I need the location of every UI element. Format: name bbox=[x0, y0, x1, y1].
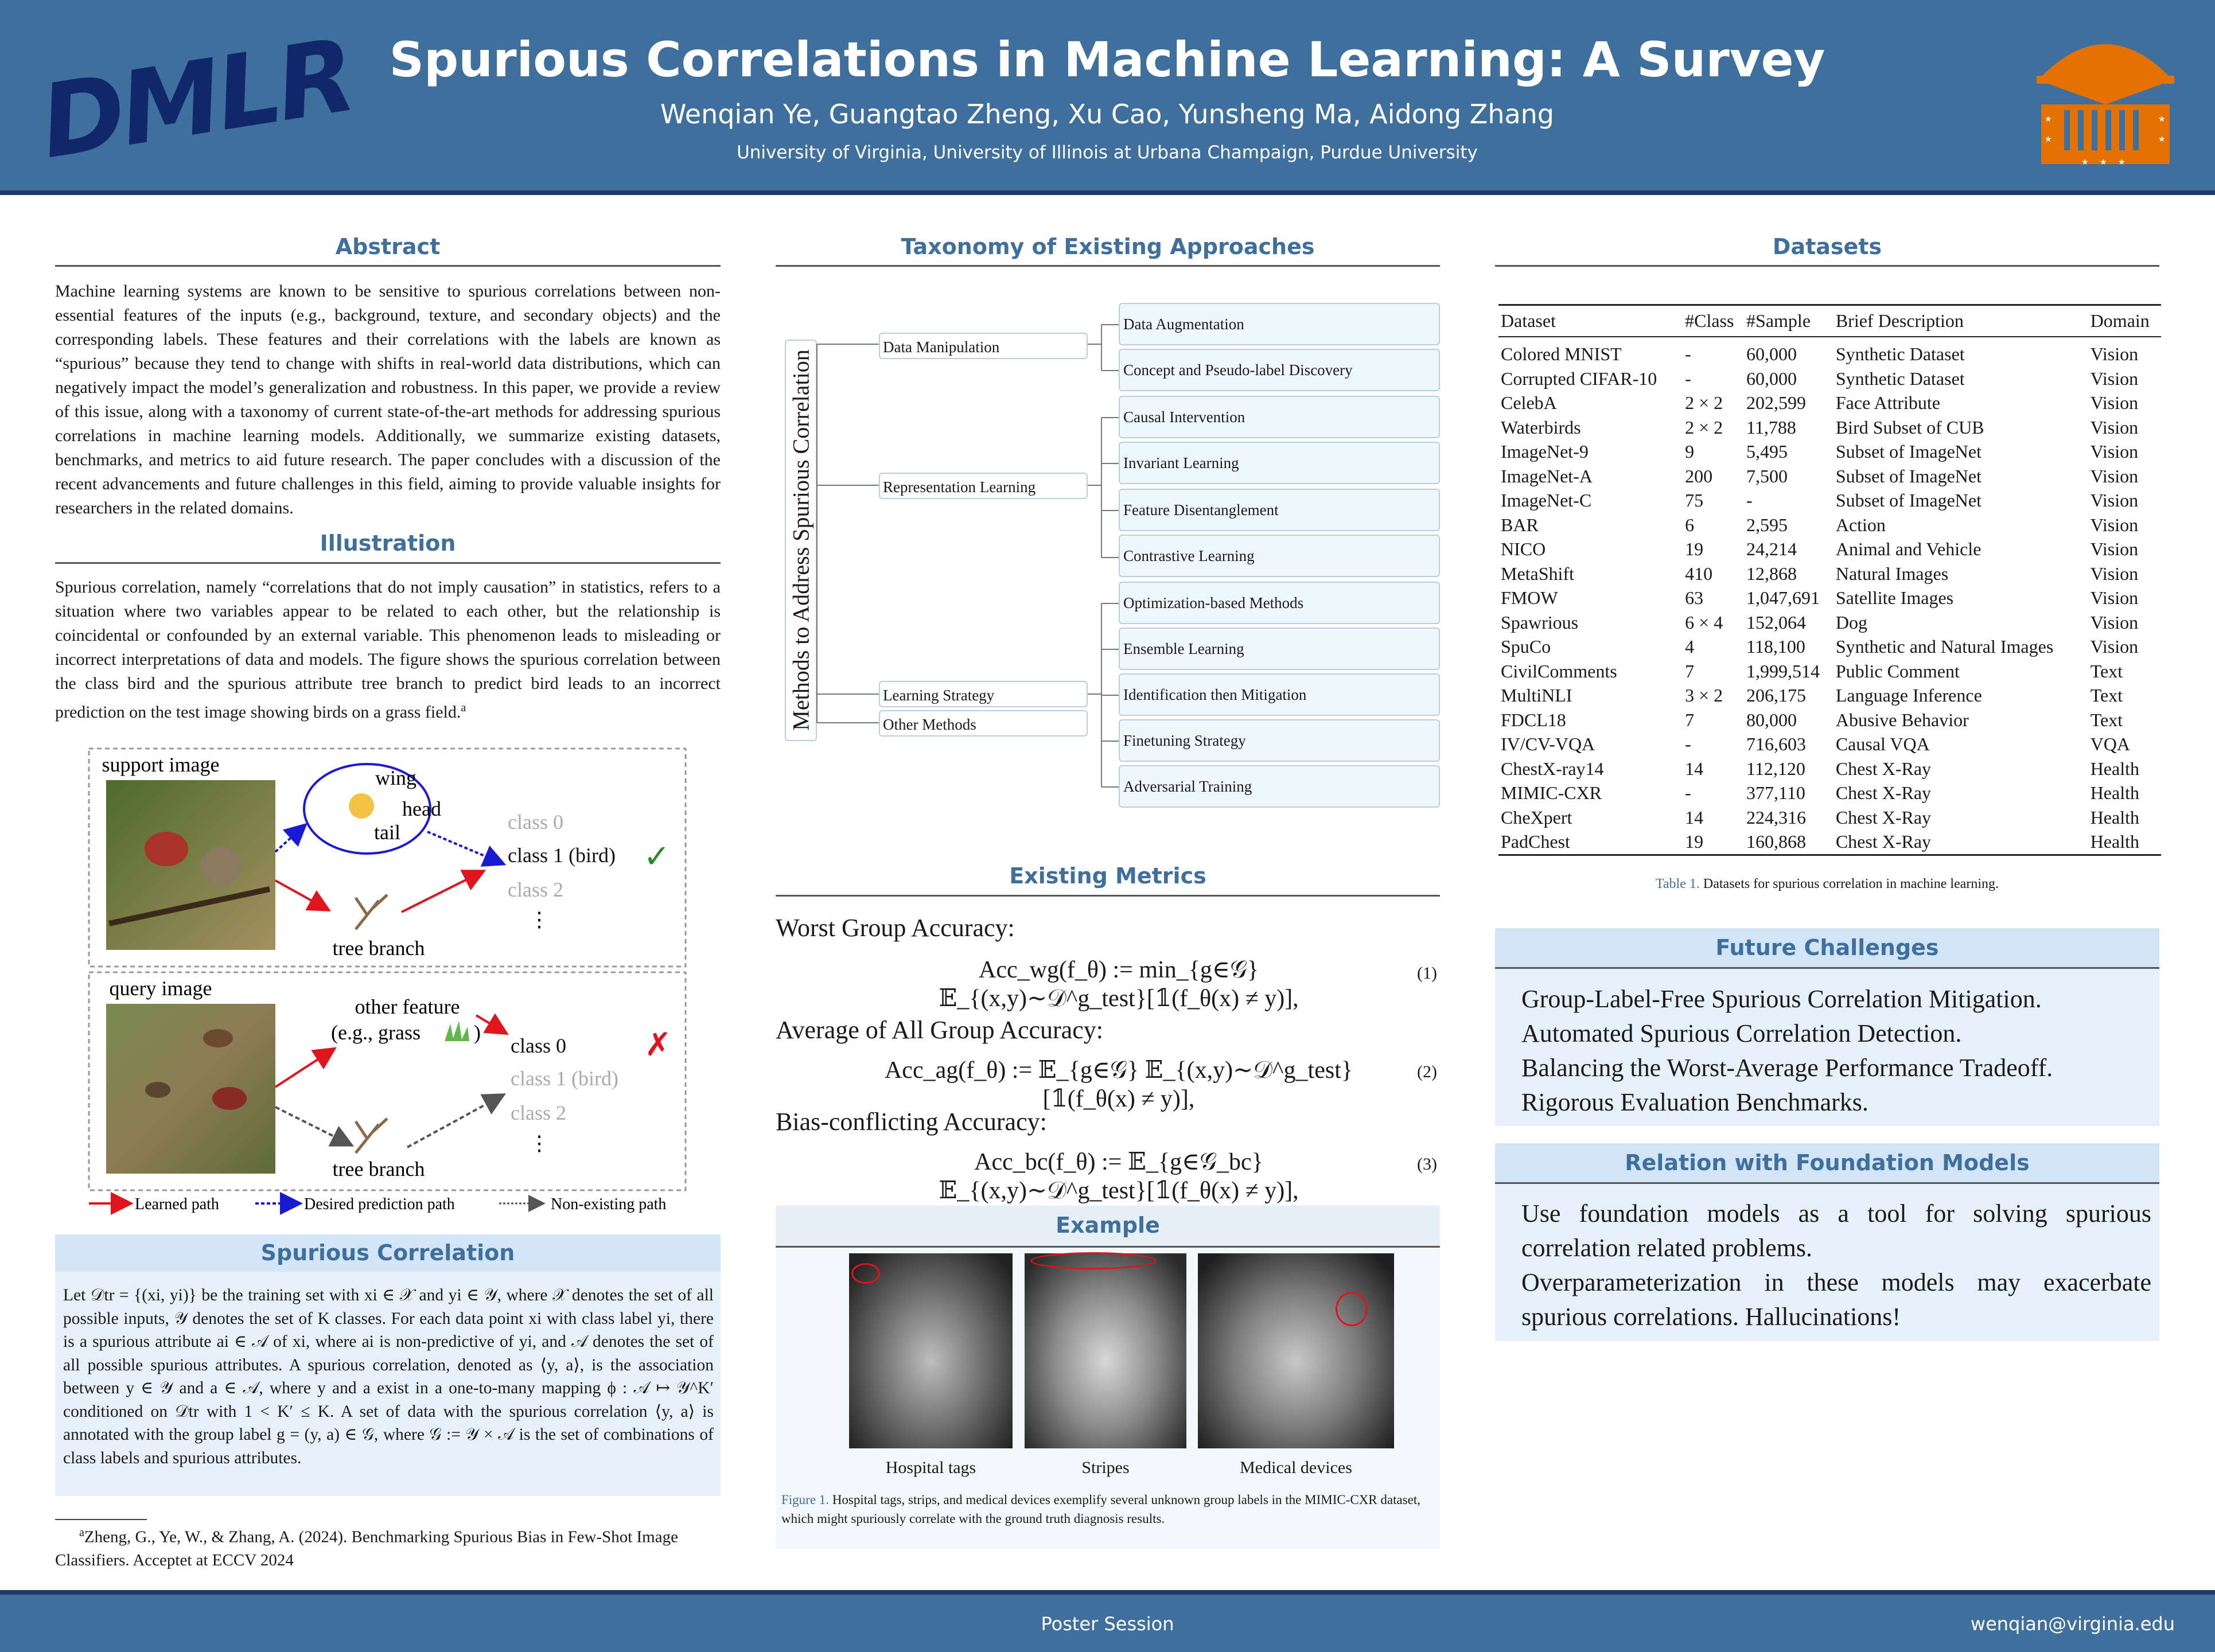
table-cell: Subset of ImageNet bbox=[1835, 441, 1982, 462]
table-cell: CheXpert bbox=[1501, 806, 1572, 828]
metric-bc-name: Bias-conflicting Accuracy: bbox=[776, 1108, 1047, 1136]
table-cell: Face Attribute bbox=[1835, 392, 1940, 413]
table-cell: 75 bbox=[1685, 490, 1704, 511]
support-photo bbox=[106, 780, 275, 950]
table-cell: 7 bbox=[1685, 660, 1695, 681]
table-row bbox=[1498, 337, 2161, 367]
table-cell: Action bbox=[1835, 514, 1886, 535]
table-cell: 19 bbox=[1683, 829, 1744, 855]
learned-arrow-2 bbox=[402, 872, 482, 912]
table-cell: Vision bbox=[2090, 514, 2139, 535]
table-cell: - bbox=[1685, 368, 1691, 389]
table-row bbox=[1498, 634, 2161, 659]
xray-stripe-circle bbox=[1030, 1252, 1157, 1269]
table-row bbox=[1498, 757, 2161, 781]
tax-item-finetuning-strategy: Finetuning Strategy bbox=[1119, 719, 1440, 762]
xray-device-circle bbox=[1336, 1292, 1368, 1326]
table-cell: - bbox=[1746, 490, 1753, 511]
tax-item-contrastive-learning: Contrastive Learning bbox=[1119, 535, 1440, 577]
table-cell: Dog bbox=[1835, 611, 1867, 633]
example-caption: Figure 1. Hospital tags, strips, and medical devices exemplify several unknown group labels in the MIMIC-CXR dataset, which might spuriously correlate with the ground truth diagnosis results. bbox=[781, 1493, 1421, 1526]
check-icon: ✓ bbox=[643, 838, 671, 875]
foundation-item: Overparameterization in these models may exacerbate spurious correlations. Hallucinations! bbox=[1521, 1268, 2151, 1331]
future-item: Balancing the Worst-Average Performance Tradeoff. bbox=[1521, 1054, 2053, 1082]
nonexisting-arrow-2 bbox=[407, 1096, 502, 1147]
table-cell: 6 bbox=[1685, 514, 1695, 535]
table-cell: Public Comment bbox=[1835, 660, 1960, 681]
taxonomy-heading: Taxonomy of Existing Approaches bbox=[901, 234, 1315, 259]
future-heading: Future Challenges bbox=[1715, 935, 1939, 960]
table-cell: Health bbox=[2090, 782, 2139, 803]
legend-learned: Learned path bbox=[135, 1195, 219, 1213]
table-cell: IV/CV-VQA bbox=[1501, 734, 1595, 754]
table-cell: 200 bbox=[1685, 465, 1713, 486]
table-cell: CivilComments bbox=[1501, 660, 1617, 681]
table-cell: MIMIC-CXR bbox=[1501, 782, 1602, 803]
table-cell: Synthetic Dataset bbox=[1835, 368, 1965, 389]
datasets-caption-label: Table 1. bbox=[1655, 876, 1700, 891]
table-row bbox=[1498, 805, 2161, 830]
query-bird-2 bbox=[212, 1087, 247, 1110]
red-bird-shape bbox=[145, 832, 188, 866]
table-cell: Vision bbox=[2090, 392, 2139, 413]
grass-note-label: (e.g., grass bbox=[331, 1021, 421, 1044]
col-description: Brief Description bbox=[1833, 305, 2088, 337]
query-class0-label: class 0 bbox=[511, 1034, 566, 1057]
table-cell: Colored MNIST bbox=[1501, 344, 1622, 364]
footer-email: wenqian@virginia.edu bbox=[1970, 1613, 2175, 1635]
metric-bc-equation: Acc_bc(f_θ) := 𝔼_{g∈𝒢_bc} 𝔼_{(x,y)∼𝒟^g_test}[𝟙(f_θ(x) ≠ y)], bbox=[939, 1149, 1299, 1204]
table-cell: 206,175 bbox=[1746, 685, 1807, 706]
example-rule bbox=[776, 1246, 1440, 1248]
table-row bbox=[1498, 781, 2161, 805]
table-cell: 224,316 bbox=[1746, 806, 1807, 828]
metrics-heading: Existing Metrics bbox=[1009, 863, 1206, 889]
query-bird-1 bbox=[203, 1029, 233, 1047]
table-cell: - bbox=[1685, 734, 1691, 754]
table-cell: 716,603 bbox=[1746, 734, 1807, 754]
table-cell: 14 bbox=[1685, 758, 1704, 779]
xray-stripes bbox=[1025, 1253, 1186, 1448]
query-bird-3 bbox=[145, 1082, 170, 1098]
metric-ag-number: (2) bbox=[1417, 1062, 1437, 1081]
table-cell: ImageNet-A bbox=[1501, 465, 1593, 486]
dmlr-logo: DMLR bbox=[33, 16, 360, 182]
table-row bbox=[1498, 537, 2161, 562]
taxonomy-rule bbox=[776, 265, 1440, 267]
spurious-heading: Spurious Correlation bbox=[260, 1240, 515, 1265]
footnote-marker: a bbox=[461, 702, 466, 714]
table-cell: Vision bbox=[2090, 539, 2139, 559]
affiliations: University of Virginia, University of Illinois at Urbana Champaign, Purdue University bbox=[737, 142, 1478, 163]
table-cell: Chest X-Ray bbox=[1835, 806, 1932, 828]
abstract-text: Machine learning systems are known to be sensitive to spurious correlations between non-essential features of the inputs (e.g., background, texture, and secondary objects) and the corresponding labels. These features and their correlations with the labels are known as “spurious” because they tend to change with shifts in real-world data distributions, which can negatively impact the model’s generalization and robustness. In this paper, we provide a review of this issue, along with a taxonomy of current state-of-the-art methods for addressing spurious correlations in machine learning models. Additionally, we summarize existing datasets, benchmarks, and metrics to aid future research. The paper concludes with a discussion of the recent advancements and future challenges in this field, aiming to provide valuable insights for researchers in the related domains. bbox=[55, 282, 721, 517]
future-list bbox=[1521, 982, 2147, 1120]
grass-note-close: ) bbox=[474, 1021, 481, 1044]
metric-wg-equation: Acc_wg(f_θ) := min_{g∈𝒢} 𝔼_{(x,y)∼𝒟^g_test}[𝟙(f_θ(x) ≠ y)], bbox=[939, 957, 1299, 1012]
foundation-rule bbox=[1495, 1182, 2159, 1184]
table-row bbox=[1498, 391, 2161, 415]
svg-text:★: ★ bbox=[2118, 158, 2126, 167]
future-item: Group-Label-Free Spurious Correlation Mitigation. bbox=[1521, 985, 2042, 1013]
table-row bbox=[1498, 488, 2161, 513]
query-photo bbox=[106, 1004, 275, 1174]
cross-icon: ✗ bbox=[644, 1026, 672, 1063]
table-row bbox=[1498, 829, 2161, 855]
table-cell: MetaShift bbox=[1501, 563, 1574, 584]
xray-tag-circle bbox=[851, 1263, 880, 1284]
col-sample: #Sample bbox=[1744, 305, 1833, 337]
table-cell: - bbox=[1685, 782, 1691, 803]
datasets-heading: Datasets bbox=[1772, 234, 1882, 259]
col-domain: Domain bbox=[2088, 305, 2161, 337]
table-cell: Text bbox=[2090, 709, 2123, 730]
table-cell: Subset of ImageNet bbox=[1835, 465, 1982, 486]
table-cell: CelebA bbox=[1501, 392, 1557, 413]
future-rule bbox=[1495, 967, 2159, 969]
table-cell: Chest X-Ray bbox=[1835, 782, 1932, 803]
xray-medical-devices bbox=[1198, 1253, 1394, 1448]
table-cell: 152,064 bbox=[1746, 611, 1807, 633]
table-cell: Vision bbox=[2090, 611, 2139, 633]
nonexisting-arrow-1 bbox=[275, 1107, 350, 1144]
xray-hospital-tags bbox=[849, 1253, 1013, 1448]
example-label-hospital-tags: Hospital tags bbox=[885, 1458, 976, 1477]
taxonomy-connectors bbox=[815, 298, 1124, 820]
metric-ag-name: Average of All Group Accuracy: bbox=[776, 1016, 1103, 1044]
tax-item-invariant-learning: Invariant Learning bbox=[1119, 442, 1440, 484]
taxonomy-root: Methods to Address Spurious Correlation bbox=[788, 349, 814, 731]
table-row bbox=[1498, 683, 2161, 708]
desired-arrow-2 bbox=[427, 832, 502, 863]
tax-item-feature-disentanglement: Feature Disentanglement bbox=[1119, 489, 1440, 531]
table-cell: Synthetic and Natural Images bbox=[1835, 636, 2054, 657]
example-label-medical-devices: Medical devices bbox=[1240, 1458, 1352, 1477]
table-cell: Vision bbox=[2090, 416, 2139, 438]
legend-nonexisting: Non-existing path bbox=[551, 1195, 667, 1213]
spurious-text: Let 𝒟tr = {(xi, yi)} be the training set with xi ∈ 𝒳 and yi ∈ 𝒴, where 𝒳 denotes the set of all possible inputs, 𝒴 denotes the set of K classes. For each data point xi with class label yi, there is a spurious attribute ai ∈ 𝒜 of xi, where ai is non-predictive of yi, and 𝒜 denotes the set of all possible spurious attributes. A spurious correlation, denoted as ⟨y, a⟩, is the association between y ∈ 𝒴 and a ∈ 𝒜, where y and a exist in a one-to-many mapping ϕ : 𝒜 ↦ 𝒴^K′ conditioned on 𝒟tr with 1 < K′ ≤ K. A set of data with the spurious correlation ⟨y, a⟩ is annotated with the group label g = (y, a) ∈ 𝒢, where 𝒢 := 𝒴 × 𝒜 is the set of combinations of class labels and spurious attributes. bbox=[63, 1286, 714, 1467]
tree-branch-label: tree branch bbox=[332, 937, 425, 960]
tax-cat-other-methods: Other Methods bbox=[879, 710, 1088, 737]
foundation-item: Use foundation models as a tool for solving spurious correlation related problems. bbox=[1521, 1199, 2151, 1262]
table-row bbox=[1498, 659, 2161, 684]
metric-bc-number: (3) bbox=[1417, 1155, 1437, 1174]
table-cell: 12,868 bbox=[1746, 563, 1797, 584]
table-cell: 112,120 bbox=[1746, 758, 1805, 779]
col-dataset: Dataset bbox=[1498, 305, 1683, 337]
table-cell: ImageNet-C bbox=[1501, 490, 1592, 511]
metric-ag-equation: Acc_ag(f_θ) := 𝔼_{g∈𝒢} 𝔼_{(x,y)∼𝒟^g_test}[𝟙(f_θ(x) ≠ y)], bbox=[884, 1057, 1353, 1112]
class0-label: class 0 bbox=[508, 811, 563, 833]
footer-session: Poster Session bbox=[1041, 1613, 1174, 1635]
table-cell: PadChest bbox=[1498, 829, 1683, 855]
metric-wg-number: (1) bbox=[1417, 964, 1437, 983]
footnote-mark: a bbox=[79, 1526, 84, 1539]
table-row bbox=[1498, 732, 2161, 757]
query-class2-label: class 2 bbox=[511, 1101, 566, 1124]
tax-item-data-augmentation: Data Augmentation bbox=[1119, 303, 1440, 345]
table-row bbox=[1498, 586, 2161, 610]
tax-item-ensemble-learning: Ensemble Learning bbox=[1119, 628, 1440, 670]
metric-wg-name: Worst Group Accuracy: bbox=[776, 914, 1015, 942]
table-cell: MultiNLI bbox=[1501, 685, 1572, 706]
table-row bbox=[1498, 439, 2161, 464]
table-cell: Bird Subset of CUB bbox=[1835, 416, 1984, 438]
table-cell: Text bbox=[2090, 660, 2123, 681]
table-cell: 2,595 bbox=[1746, 514, 1788, 535]
table-cell: Vision bbox=[2090, 441, 2139, 462]
table-cell: 377,110 bbox=[1746, 782, 1805, 803]
uva-rotunda-logo bbox=[2031, 24, 2180, 170]
datasets-table bbox=[1498, 304, 2161, 856]
table-header-row bbox=[1498, 305, 2161, 337]
table-cell: Natural Images bbox=[1835, 563, 1949, 584]
illustration-heading: Illustration bbox=[320, 531, 456, 556]
tax-item-optimization-methods: Optimization-based Methods bbox=[1119, 582, 1440, 624]
tree-branch-label-2: tree branch bbox=[332, 1158, 425, 1180]
tax-item-causal-intervention: Causal Intervention bbox=[1119, 396, 1440, 438]
vdots-1: ⋮ bbox=[529, 908, 550, 931]
example-heading: Example bbox=[1056, 1213, 1160, 1238]
vdots-2: ⋮ bbox=[529, 1132, 550, 1155]
table-cell: Synthetic Dataset bbox=[1835, 344, 1965, 364]
table-cell: 9 bbox=[1685, 441, 1695, 462]
grass-icon bbox=[445, 1021, 469, 1041]
col-class: #Class bbox=[1683, 305, 1744, 337]
table-cell: 63 bbox=[1685, 587, 1704, 608]
query-image-label: query image bbox=[109, 977, 212, 1000]
table-cell: - bbox=[1685, 344, 1691, 364]
svg-text:★: ★ bbox=[2158, 135, 2166, 144]
tax-cat-learning-strategy: Learning Strategy bbox=[879, 681, 1088, 707]
table-row bbox=[1498, 367, 2161, 391]
table-cell: 7 bbox=[1685, 709, 1695, 730]
tax-item-concept-discovery: Concept and Pseudo-label Discovery bbox=[1119, 349, 1440, 391]
wing-label: wing bbox=[375, 766, 416, 789]
table-cell: Vision bbox=[2090, 344, 2139, 364]
table-cell: 2 × 2 bbox=[1685, 392, 1723, 413]
tax-item-adversarial-training: Adversarial Training bbox=[1119, 765, 1440, 808]
illustration-rule bbox=[55, 562, 721, 564]
table-row bbox=[1498, 513, 2161, 537]
head-label: head bbox=[402, 797, 441, 820]
table-cell: 60,000 bbox=[1746, 368, 1797, 389]
support-image-label: support image bbox=[102, 753, 220, 776]
table-cell: Health bbox=[2090, 758, 2139, 779]
table-row bbox=[1498, 464, 2161, 489]
foundation-list bbox=[1521, 1197, 2151, 1334]
table-cell: 2 × 2 bbox=[1685, 416, 1723, 438]
tax-cat-representation-learning: Representation Learning bbox=[879, 473, 1088, 499]
table-cell: BAR bbox=[1501, 514, 1539, 535]
desired-arrow-1 bbox=[275, 826, 304, 852]
poster-title: Spurious Correlations in Machine Learning: A Survey bbox=[389, 32, 1825, 88]
brown-bird-shape bbox=[200, 847, 242, 886]
table-cell: Abusive Behavior bbox=[1835, 709, 1969, 730]
table-cell: 1,999,514 bbox=[1746, 660, 1820, 681]
table-cell: Vision bbox=[2090, 368, 2139, 389]
thinking-emoji bbox=[349, 793, 374, 819]
table-cell: Chest X-Ray bbox=[1833, 829, 2088, 855]
table-cell: Corrupted CIFAR-10 bbox=[1501, 368, 1657, 389]
table-cell: 160,868 bbox=[1744, 829, 1833, 855]
other-feature-label: other feature bbox=[355, 995, 460, 1018]
table-cell: ChestX-ray14 bbox=[1501, 758, 1604, 779]
table-row bbox=[1498, 562, 2161, 586]
table-cell: Health bbox=[2090, 806, 2139, 828]
table-cell: Vision bbox=[2090, 587, 2139, 608]
table-cell: Subset of ImageNet bbox=[1835, 490, 1982, 511]
table-cell: 11,788 bbox=[1746, 416, 1796, 438]
datasets-caption: Table 1. Datasets for spurious correlation in machine learning. bbox=[1655, 876, 1999, 891]
table-cell: NICO bbox=[1501, 539, 1546, 559]
tail-label: tail bbox=[374, 821, 400, 844]
table-cell: Vision bbox=[2090, 636, 2139, 657]
table-cell: Animal and Vehicle bbox=[1835, 539, 1982, 559]
table-cell: 6 × 4 bbox=[1685, 611, 1723, 633]
svg-text:★: ★ bbox=[2081, 158, 2089, 167]
example-caption-label: Figure 1. bbox=[781, 1493, 830, 1507]
table-cell: Language Inference bbox=[1835, 685, 1982, 706]
foundation-heading: Relation with Foundation Models bbox=[1625, 1150, 2030, 1175]
authors: Wenqian Ye, Guangtao Zheng, Xu Cao, Yunsheng Ma, Aidong Zhang bbox=[660, 99, 1555, 130]
tree-branch-icon bbox=[356, 895, 387, 929]
future-item: Rigorous Evaluation Benchmarks. bbox=[1521, 1088, 1868, 1116]
table-cell: 14 bbox=[1685, 806, 1704, 828]
illustration-figure bbox=[86, 746, 688, 1216]
learned-arrow-3 bbox=[275, 1050, 333, 1087]
table-cell: 410 bbox=[1685, 563, 1713, 584]
table-cell: Waterbirds bbox=[1501, 416, 1581, 438]
datasets-rule bbox=[1495, 265, 2159, 267]
class1-label: class 1 (bird) bbox=[508, 844, 616, 867]
table-cell: Causal VQA bbox=[1835, 734, 1930, 754]
table-cell: Satellite Images bbox=[1835, 587, 1954, 608]
footnote-rule bbox=[55, 1519, 147, 1520]
metrics-rule bbox=[776, 895, 1440, 897]
table-cell: 3 × 2 bbox=[1685, 685, 1723, 706]
table-cell: 202,599 bbox=[1746, 392, 1807, 413]
table-row bbox=[1498, 610, 2161, 635]
table-cell: Text bbox=[2090, 685, 2123, 706]
table-row bbox=[1498, 708, 2161, 733]
table-cell: 4 bbox=[1685, 636, 1695, 657]
table-cell: 5,495 bbox=[1746, 441, 1788, 462]
svg-text:★: ★ bbox=[2045, 115, 2052, 124]
tax-cat-data-manipulation: Data Manipulation bbox=[879, 333, 1088, 359]
table-cell: Vision bbox=[2090, 490, 2139, 511]
table-cell: 7,500 bbox=[1746, 465, 1788, 486]
tree-branch-icon-2 bbox=[356, 1119, 387, 1153]
table-cell: FDCL18 bbox=[1501, 709, 1566, 730]
table-cell: 80,000 bbox=[1746, 709, 1797, 730]
tax-item-identification-mitigation: Identification then Mitigation bbox=[1119, 673, 1440, 716]
table-cell: ImageNet-9 bbox=[1501, 441, 1589, 462]
future-item: Automated Spurious Correlation Detection. bbox=[1521, 1019, 1962, 1047]
svg-text:★: ★ bbox=[2100, 158, 2107, 167]
svg-text:★: ★ bbox=[2158, 115, 2166, 124]
table-cell: VQA bbox=[2090, 734, 2131, 754]
abstract-rule bbox=[55, 265, 721, 267]
footnote: $^a$Zheng, G., Ye, W., & Zhang, A. (2024). Benchmarking Spurious Bias in Few-Shot Image Classifiers. Acceptet at ECCV 2024 bbox=[55, 1526, 678, 1569]
table-row bbox=[1498, 415, 2161, 440]
class2-label: class 2 bbox=[508, 878, 563, 901]
table-cell: Vision bbox=[2090, 563, 2139, 584]
table-cell: 60,000 bbox=[1746, 344, 1797, 364]
table-cell: FMOW bbox=[1501, 587, 1558, 608]
table-cell: Chest X-Ray bbox=[1835, 758, 1932, 779]
table-cell: SpuCo bbox=[1501, 636, 1551, 657]
table-cell: 1,047,691 bbox=[1746, 587, 1820, 608]
query-class1-label: class 1 (bird) bbox=[511, 1067, 618, 1090]
table-cell: 24,214 bbox=[1746, 539, 1797, 559]
illustration-text: Spurious correlation, namely “correlations that do not imply causation” in statistics, refers to a situation where two variables appear to be related to each other, but the relationship is coincidental or confounded by an external variable. This phenomenon leads to misleading or incorrect interpretations of data and models. The figure shows the spurious correlation between the class bird and the spurious attribute tree branch to predict bird leads to an incorrect prediction on the test image showing birds on a grass field.$^a$ bbox=[55, 578, 721, 722]
legend-desired: Desired prediction path bbox=[304, 1195, 455, 1213]
table-cell: Spawrious bbox=[1501, 611, 1579, 633]
table-cell: 118,100 bbox=[1746, 636, 1805, 657]
learned-arrow-1 bbox=[275, 880, 327, 909]
svg-text:★: ★ bbox=[2045, 135, 2052, 144]
abstract-heading: Abstract bbox=[335, 234, 441, 259]
table-cell: Vision bbox=[2090, 465, 2139, 486]
example-label-stripes: Stripes bbox=[1081, 1458, 1130, 1477]
table-cell: 19 bbox=[1685, 539, 1704, 559]
table-cell: Health bbox=[2088, 829, 2161, 855]
